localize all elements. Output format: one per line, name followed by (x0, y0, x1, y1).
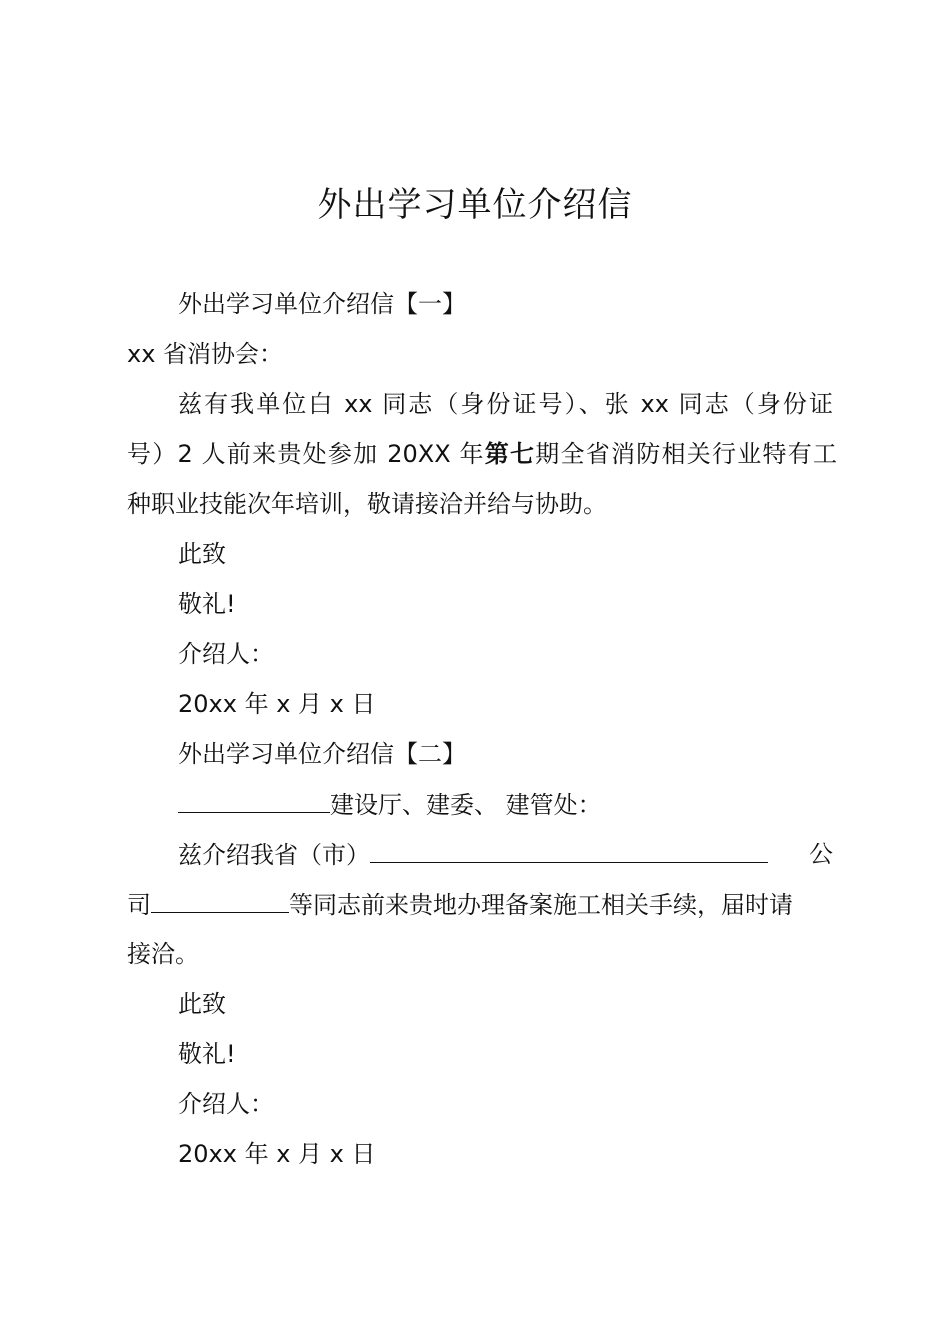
letter1-body-line2-a: 号）2 人前来贵处参加 20XX 年 (127, 440, 485, 468)
letter1-body-line3: 种职业技能次年培训，敬请接洽并给与协助。 (127, 490, 607, 518)
letter2-salutation-line (178, 784, 888, 825)
letter1-introducer: 介绍人： (178, 640, 274, 668)
document-title: 外出学习单位介绍信 (317, 185, 633, 225)
letter1-date: 20xx 年 x 月 x 日 (178, 690, 376, 718)
letter1-heading: 外出学习单位介绍信【一】 (178, 290, 466, 318)
letter1-body-line1: 兹有我单位白 xx 同志（身份证号）、张 xx 同志（身份证 (178, 390, 833, 418)
letter1-body-line2-bold: 第七 (484, 440, 536, 468)
letter1-closing2: 敬礼! (178, 590, 236, 618)
letter2-heading: 外出学习单位介绍信【二】 (178, 740, 466, 768)
letter2-body-line1 (178, 834, 833, 875)
letter2-body-line1-a: 兹介绍我省（市） (178, 841, 370, 869)
letter2-body-line2 (127, 884, 837, 925)
letter2-body-line2-b: 等同志前来贵地办理备案施工相关手续，届时请 (289, 891, 793, 919)
letter2-body-line3: 接洽。 (127, 940, 199, 968)
company-blank (370, 834, 768, 863)
letter2-closing1: 此致 (178, 990, 226, 1018)
letter2-closing2: 敬礼! (178, 1040, 236, 1068)
letter2-body-line2-a: 司 (127, 891, 151, 919)
letter1-body-line2-b: 期全省消防相关行业特有工 (535, 440, 838, 468)
letter2-introducer: 介绍人： (178, 1090, 274, 1118)
letter2-salutation: 建设厅、建委、 建管处： (330, 791, 602, 819)
letter2-body-line1-b: 公 (809, 840, 833, 868)
letter2-date: 20xx 年 x 月 x 日 (178, 1140, 376, 1168)
letter1-closing1: 此致 (178, 540, 226, 568)
letter1-body-line2 (127, 434, 837, 474)
letter1-salutation: xx 省消协会： (127, 340, 284, 368)
person-blank (151, 884, 289, 913)
recipient-blank (178, 784, 330, 813)
